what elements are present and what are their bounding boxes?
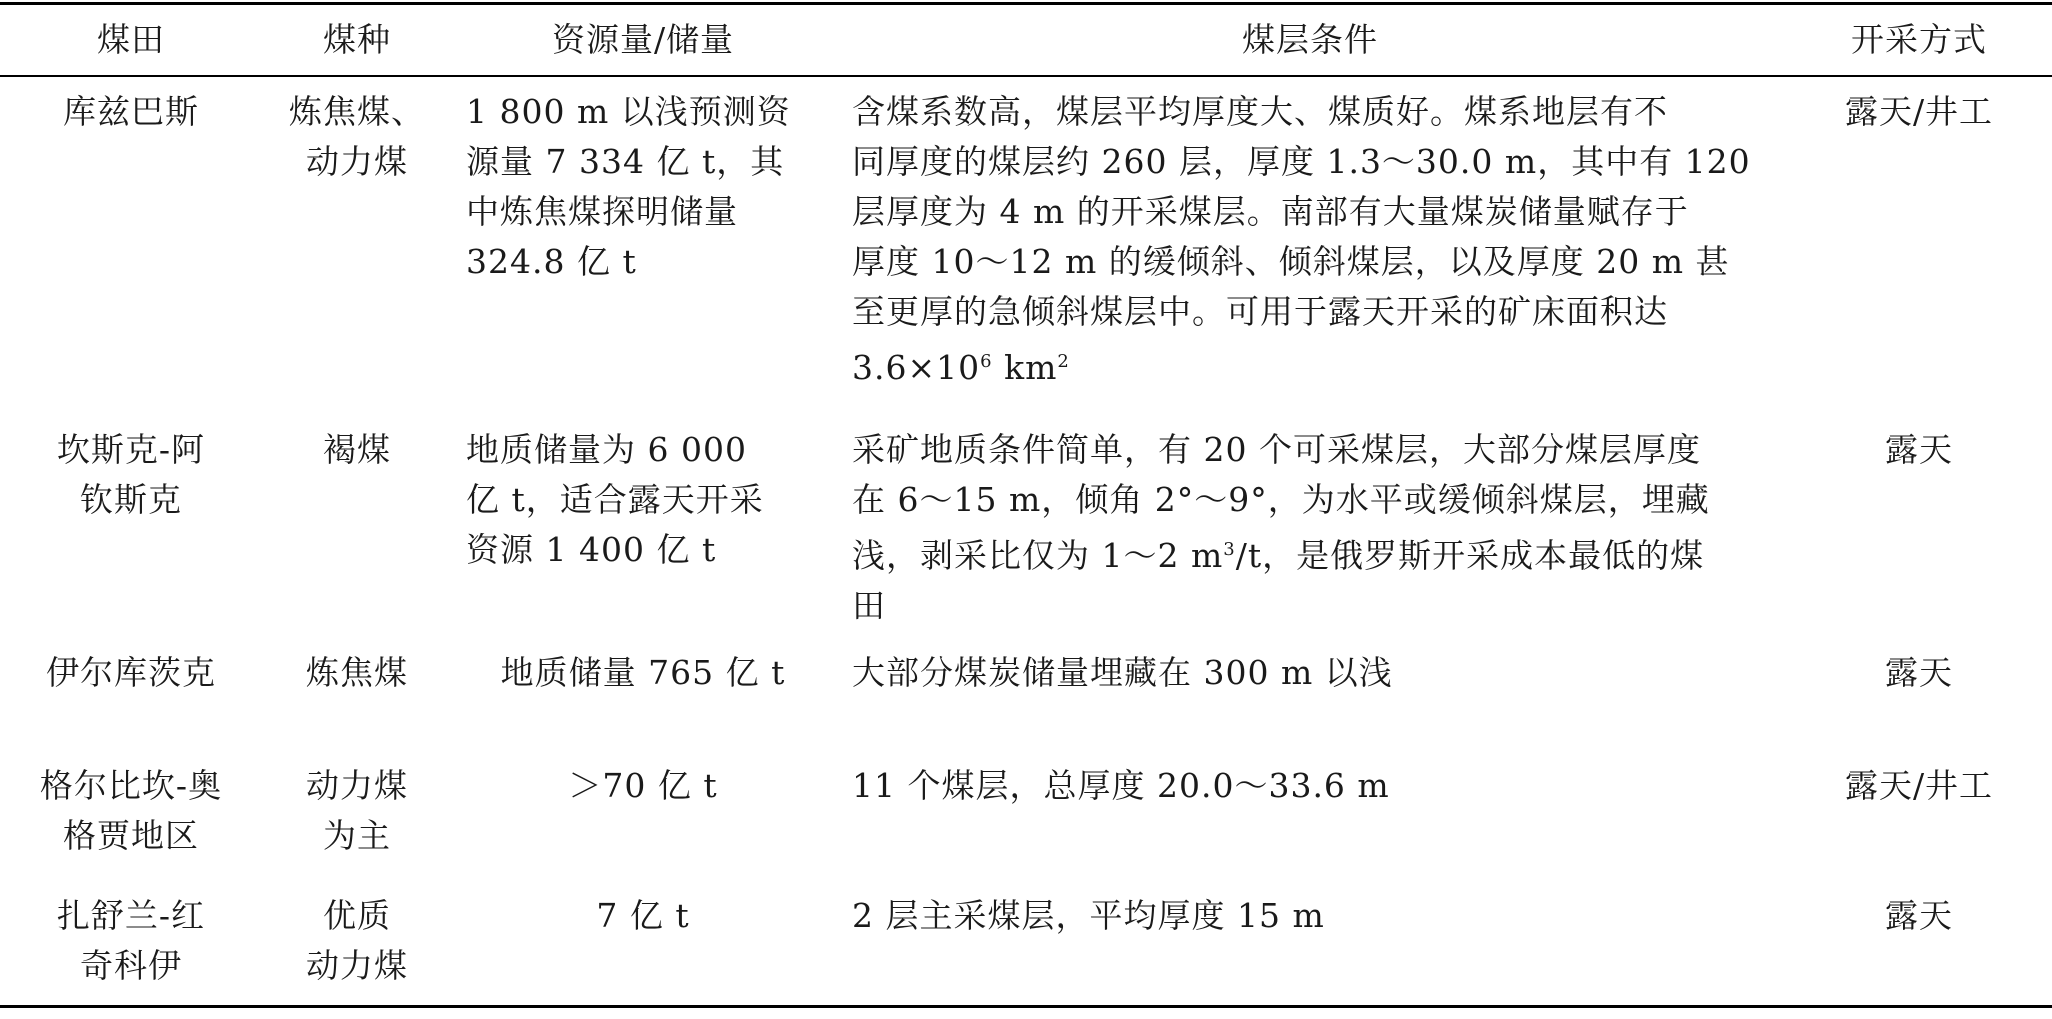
- cell-resources: 地质储量为 6 000 亿 t，适合露天开采 资源 1 400 亿 t: [466, 430, 764, 569]
- header-field: 煤田: [0, 4, 262, 77]
- cell-conditions: 大部分煤炭储量埋藏在 300 m 以浅: [852, 653, 1393, 692]
- coal-fields-table: [0, 2, 2052, 1008]
- cell-field: 坎斯克-阿 钦斯克: [56, 430, 206, 519]
- cell-field: 扎舒兰-红 奇科伊: [56, 896, 206, 985]
- cell-resources: 地质储量 765 亿 t: [500, 653, 786, 692]
- cell-conditions: 11 个煤层，总厚度 20.0～33.6 m: [852, 766, 1390, 805]
- cell-type: 优质 动力煤: [306, 896, 408, 985]
- table-row: [0, 638, 2052, 751]
- cell-type: 褐煤: [323, 430, 391, 469]
- cell-resources: 1 800 m 以浅预测资 源量 7 334 亿 t，其 中炼焦煤探明储量 324.8 亿 t: [466, 92, 791, 281]
- header-method: 开采方式: [1786, 4, 2052, 77]
- cell-resources: ＞70 亿 t: [568, 766, 718, 805]
- cell-method: 露天: [1885, 896, 1953, 935]
- table-row: [0, 76, 2052, 415]
- cell-method: 露天: [1885, 430, 1953, 469]
- cell-resources: 7 亿 t: [596, 896, 690, 935]
- conditions-ratio-line: 浅，剥采比仅为 1～2 $m^3/t$，是俄罗斯开采成本最低的煤: [852, 536, 1705, 575]
- conditions-area-line: $3.6\times 10^6$ $km^2$: [852, 348, 1070, 387]
- cell-field: 伊尔库茨克: [46, 653, 216, 692]
- header-resources: 资源量/储量: [452, 4, 834, 77]
- table-row: [0, 751, 2052, 881]
- header-type: 煤种: [262, 4, 452, 77]
- cell-method: 露天/井工: [1844, 766, 1994, 805]
- cell-type: 炼焦煤: [306, 653, 408, 692]
- cell-field: 格尔比坎-奥 格贾地区: [39, 766, 223, 855]
- cell-conditions: 2 层主采煤层，平均厚度 15 m: [852, 896, 1325, 935]
- header-row: [0, 4, 2052, 77]
- table-row: [0, 881, 2052, 1007]
- cell-method: 露天/井工: [1844, 92, 1994, 131]
- cell-conditions: 采矿地质条件简单，有 20 个可采煤层，大部分煤层厚度 在 6～15 m，倾角 2°～9°，为水平或缓倾斜煤层，埋藏 浅，剥采比仅为 1～2 $m^3/t$，是俄罗斯开采成本最低的煤 田: [834, 415, 1786, 638]
- cell-conditions: 含煤系数高，煤层平均厚度大、煤质好。煤系地层有不 同厚度的煤层约 260 层，厚度 1.3～30.0 m，其中有 120 层厚度为 4 m 的开采煤层。南部有大量煤炭储量赋存于 厚度 10～12 m 的缓倾斜、倾斜煤层，以及厚度 20 m 甚 至更厚的急倾斜煤层中。可用于露天开采的矿床面积达 $3.6\times 10^6$ $km^2$: [834, 76, 1786, 415]
- table-row: [0, 415, 2052, 638]
- cell-type: 炼焦煤、 动力煤: [289, 92, 425, 181]
- header-conditions: 煤层条件: [834, 4, 1786, 77]
- cell-type: 动力煤 为主: [306, 766, 408, 855]
- cell-method: 露天: [1885, 653, 1953, 692]
- cell-field: 库兹巴斯: [63, 92, 199, 131]
